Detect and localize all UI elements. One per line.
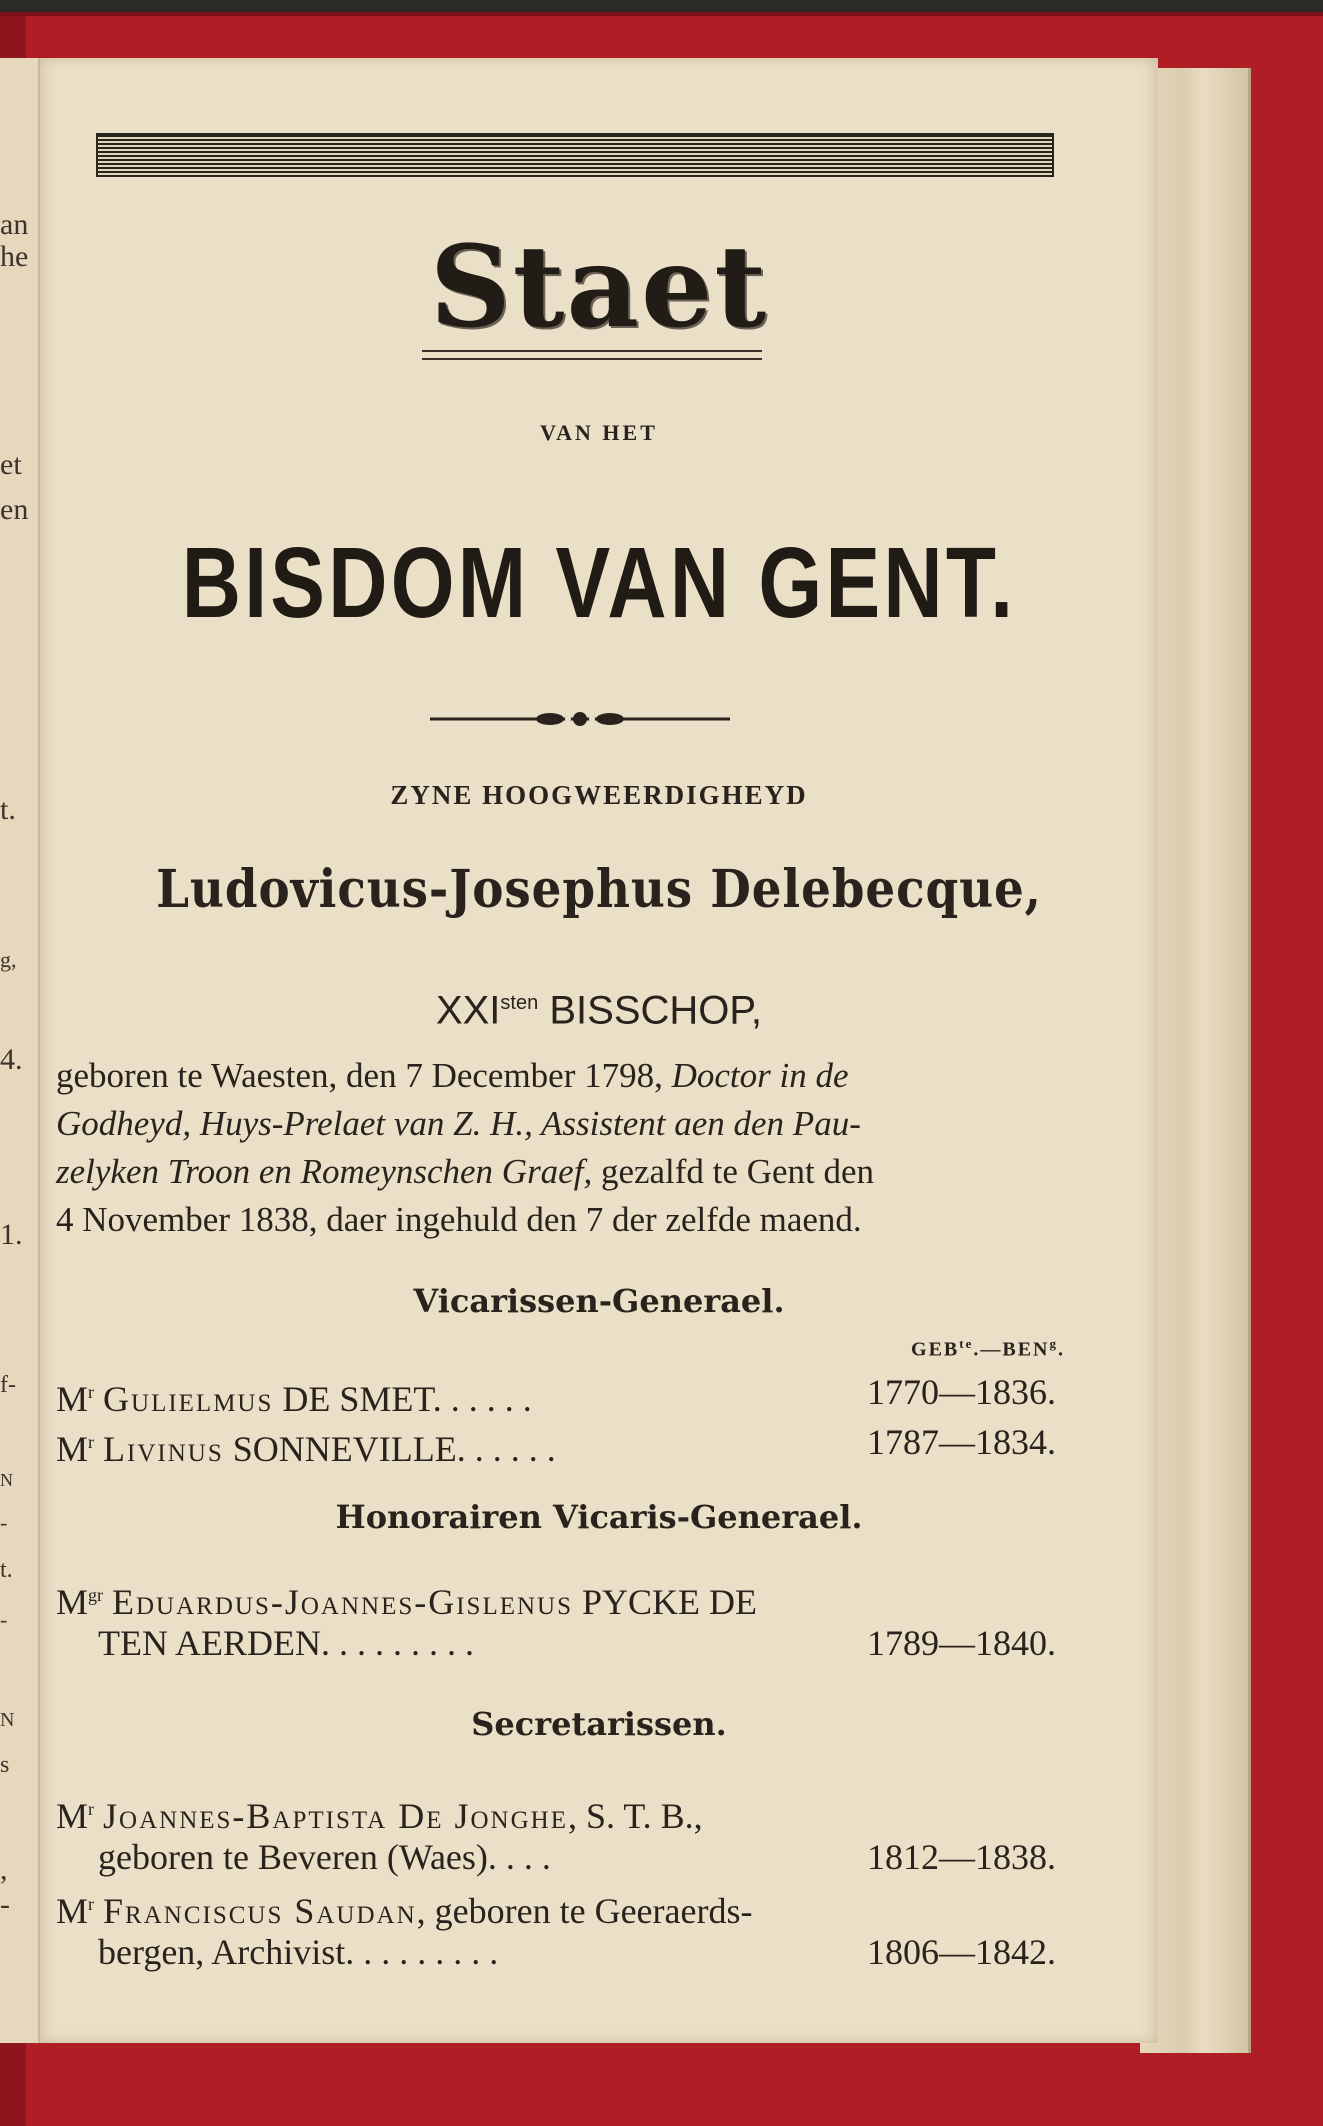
prev-fragment: , — [0, 1853, 8, 1886]
heading-secretaries: Secretarissen. — [471, 1705, 727, 1743]
col-geb-sup: te — [959, 1336, 974, 1351]
col-end: . — [1058, 1338, 1065, 1361]
column-header-dates — [795, 1336, 1065, 1362]
bio-line — [56, 1196, 1056, 1244]
entry-first-name: Eduardus-Joannes-Gislenus — [112, 1582, 574, 1622]
bishop-honorific: ZYNE HOOGWEERDIGHEYD — [390, 780, 808, 810]
bio-text: 4 November 1838, daer ingehuld den 7 der zelfde maend. — [56, 1200, 862, 1239]
list-item — [56, 1418, 1056, 1469]
entry-leader-dots: . . . . . — [474, 1429, 556, 1469]
book-page — [40, 58, 1158, 2043]
list-item — [56, 1368, 1056, 1419]
subtitle-van-het: VAN HET — [540, 420, 658, 445]
prev-fragment: 4. — [0, 1043, 23, 1076]
prev-fragment: en — [0, 493, 29, 526]
entry-years: 1789—1840. — [867, 1623, 1056, 1663]
prev-fragment: et — [0, 448, 22, 481]
list-item — [56, 1571, 1056, 1667]
prev-fragment: 1. — [0, 1218, 23, 1251]
entry-title-sup: r — [88, 1382, 95, 1402]
col-beng: BEN — [1002, 1338, 1050, 1361]
prev-fragment: t. — [0, 1557, 13, 1583]
bio-line — [56, 1100, 1056, 1148]
ornament-divider — [430, 704, 730, 734]
rank-title: BISSCHOP, — [549, 988, 763, 1033]
bio-line — [56, 1148, 1056, 1196]
entry-years: 1806—1842. — [867, 1932, 1056, 1972]
title-underline — [422, 350, 762, 360]
prev-fragment: N — [0, 1709, 15, 1731]
prev-fragment: N — [0, 1470, 13, 1490]
entry-years: 1812—1838. — [867, 1837, 1056, 1877]
page-title: BISDOM VAN GENT. — [181, 527, 1017, 639]
entry-title: M — [56, 1379, 89, 1419]
bishop-name: Ludovicus-Josephus Delebecque, — [156, 859, 1042, 920]
prev-fragment: s — [0, 1752, 10, 1778]
entry-detail: geboren te Beveren (Waes). — [98, 1837, 497, 1877]
entry-years: 1787—1834. — [867, 1422, 1056, 1462]
entry-title-sup: r — [88, 1894, 95, 1914]
entry-title: M — [56, 1429, 89, 1469]
entry-name: Franciscus Saudan — [103, 1891, 417, 1931]
entry-last-name: DE SMET. — [282, 1379, 442, 1419]
entry-first-name: Gulielmus — [103, 1379, 274, 1419]
entry-last-name-cont: TEN AERDEN. — [98, 1623, 330, 1663]
prev-fragment: - — [0, 1607, 8, 1632]
bio-text-italic: Godheyd, Huys-Prelaet van Z. H., Assistent aen den Pau- — [56, 1104, 861, 1143]
entry-first-name: Livinus — [103, 1429, 224, 1469]
bio-text: geboren te Waesten, den 7 December 1798, — [56, 1056, 672, 1095]
bio-text-italic: Doctor in de — [671, 1056, 849, 1095]
previous-page-edge — [0, 58, 40, 2043]
list-item — [56, 1785, 1056, 1881]
entry-suffix: , S. T. B., — [567, 1796, 703, 1836]
entry-title: M — [56, 1796, 89, 1836]
entry-last-name: SONNEVILLE. — [232, 1429, 466, 1469]
heading-honorary-vicar: Honorairen Vicaris-Generael. — [335, 1498, 863, 1536]
header-rule — [96, 133, 1054, 177]
col-beng-sup: g — [1049, 1336, 1058, 1351]
entry-title-sup: gr — [88, 1585, 104, 1605]
entry-years: 1770—1836. — [867, 1372, 1056, 1412]
col-sep: .— — [973, 1338, 1003, 1361]
bishop-rank — [40, 978, 1158, 1035]
entry-detail: bergen, Archivist. — [98, 1932, 355, 1972]
title-blackletter: Staet — [429, 222, 769, 353]
bishop-biography — [56, 1052, 1056, 1244]
entry-name: Joannes-Baptista De Jonghe — [103, 1796, 568, 1836]
prev-fragment: he — [0, 240, 29, 273]
prev-fragment: g, — [0, 947, 17, 972]
entry-leader-dots: . . . . . — [450, 1379, 532, 1419]
entry-suffix: , geboren te Geeraerds- — [416, 1891, 753, 1931]
list-item — [56, 1880, 1056, 1976]
prev-fragment: an — [0, 208, 29, 241]
entry-last-name: PYCKE DE — [582, 1582, 758, 1622]
bio-text-italic: zelyken Troon en Romeynschen Graef, — [56, 1152, 593, 1191]
rank-suffix: sten — [500, 992, 539, 1014]
bio-text: gezalfd te Gent den — [592, 1152, 875, 1191]
prev-fragment: f- — [0, 1372, 16, 1398]
heading-vicars-general: Vicarissen-Generael. — [413, 1282, 785, 1320]
rank-number: XXI — [435, 988, 501, 1033]
prev-fragment: - — [0, 1510, 8, 1535]
col-geb: GEB — [911, 1338, 960, 1361]
entry-leader-dots: . . . — [505, 1837, 551, 1877]
entry-leader-dots: . . . . . . . . — [338, 1623, 474, 1663]
prev-fragment: - — [0, 1888, 10, 1921]
entry-title-sup: r — [88, 1799, 95, 1819]
entry-title: M — [56, 1582, 89, 1622]
entry-leader-dots: . . . . . . . . — [363, 1932, 499, 1972]
entry-title: M — [56, 1891, 89, 1931]
entry-title-sup: r — [88, 1432, 95, 1452]
bio-line — [56, 1052, 1056, 1100]
prev-fragment: t. — [0, 793, 16, 826]
